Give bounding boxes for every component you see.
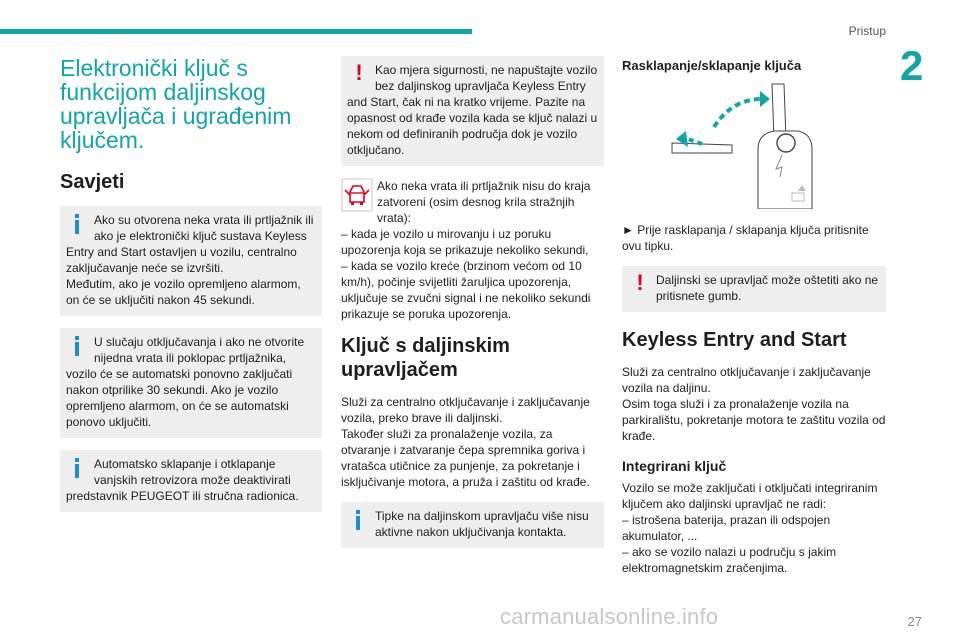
column-2	[341, 56, 604, 560]
key-fold-illustration	[662, 79, 822, 209]
page-number: 27	[907, 614, 922, 629]
section-label: Pristup	[848, 24, 886, 38]
keyless-heading: Keyless Entry and Start	[622, 329, 847, 351]
info-note-text: Tipke na daljinskom upravljaču više nisu aktivne nakon uključivanja kontakta.	[375, 509, 589, 539]
fold-heading: Rasklapanje/sklapanje ključa	[622, 58, 802, 73]
integrated-key-body: Vozilo se može zaključati i otključati integriranim ključem ako daljinski upravljač ne radi: – istrošena baterija, prazan ili odspojen akumulator, ... – ako se vozilo nalazi u području s jakim elektromagnetskim zračenjima.	[622, 481, 878, 575]
fold-warning-text: Daljinski se upravljač može oštetiti ako ne pritisnete gumb.	[656, 273, 879, 303]
integrated-key-heading: Integrirani ključ	[622, 458, 727, 474]
info-icon	[66, 212, 90, 240]
car-door-open-icon	[341, 178, 373, 212]
fold-text: ► Prije rasklapanja / sklapanja ključa pritisnite ovu tipku.	[622, 223, 869, 253]
header-accent-bar	[0, 29, 472, 34]
info-icon	[347, 508, 371, 536]
column-3	[622, 56, 886, 576]
info-note-3	[60, 450, 322, 512]
door-open-text: Ako neka vrata ili prtljažnik nisu do kraja zatvoreni (osim desnog krila stražnjih vrata): – kada je vozilo u mirovanju i uz poruku upozorenja koja se prikazuje nekoliko sekundi, – kada se vozilo kreće (brzinom većom od 10 km/h), počinje svijetliti žaruljica upozorenja, uključuje se zvučni signal i ne nekoliko sekundi prikazuje se poruka upozorenja.	[341, 179, 591, 321]
warning-text: Kao mjera sigurnosti, ne napuštajte vozilo bez daljinskog upravljača Keyless Entry and Start, čak ni na kratko vrijeme. Pazite na opasnost od krađe vozila kada se ključ nalazi u nekom od definiranih područja dok je vozilo otključano.	[347, 63, 598, 157]
info-note-1	[60, 206, 322, 316]
door-open-block	[341, 178, 604, 322]
chapter-number: 2	[900, 42, 924, 89]
warning-note	[341, 56, 604, 166]
keyless-body: Služi za centralno otključavanje i zaključavanje vozila na daljinu. Osim toga služi i za pronalaženje vozila na parkiralištu, pokretanje motora te zaštitu vozila od krađe.	[622, 365, 886, 443]
fold-warning	[622, 266, 886, 312]
info-icon	[66, 456, 90, 484]
column-1	[60, 56, 322, 524]
info-icon	[66, 334, 90, 362]
info-note-text: U slučaju otključavanja i ako ne otvorite nijedna vrata ili poklopac prtljažnika, vozilo će se automatski ponovno zaključati nakon otprilike 30 sekundi. Ako je vozilo opremljeno alarmom, on će se automatski ponovo uključiti.	[66, 335, 305, 429]
info-note-text: Ako su otvorena neka vrata ili prtljažnik ili ako je elektronički ključ sustava Keyless Entry and Start ostavljen u vozilu, centralno zaključavanje neće se izvršiti. Međutim, ako je vozilo opremljeno alarmom, on će se uključiti nakon 45 sekundi.	[66, 213, 314, 307]
info-note-2	[60, 328, 322, 438]
watermark: carmanualsonline.info	[500, 604, 719, 629]
page-title: Elektronički ključ s funkcijom daljinskog upravljača i ugrađenim ključem.	[60, 55, 292, 153]
info-note-text: Automatsko sklapanje i otklapanje vanjskih retrovizora može deaktivirati predstavnik PEUGEOT ili stručna radionica.	[66, 457, 299, 503]
info-note-4	[341, 502, 604, 548]
savjeti-heading: Savjeti	[60, 171, 125, 193]
exclamation-icon: !	[355, 60, 363, 85]
remote-key-body: Služi za centralno otključavanje i zaključavanje vozila, preko brave ili daljinski. Također služi za pronalaženje vozila, za otvaranje i zatvaranje čepa spremnika goriva i vratašca utičnice za punjenje, za pokretanje i isključivanje motora, a pruža i zaštitu od krađe.	[341, 395, 590, 489]
exclamation-icon: !	[636, 270, 644, 295]
remote-key-heading: Ključ s daljinskim upravljačem	[341, 335, 510, 381]
